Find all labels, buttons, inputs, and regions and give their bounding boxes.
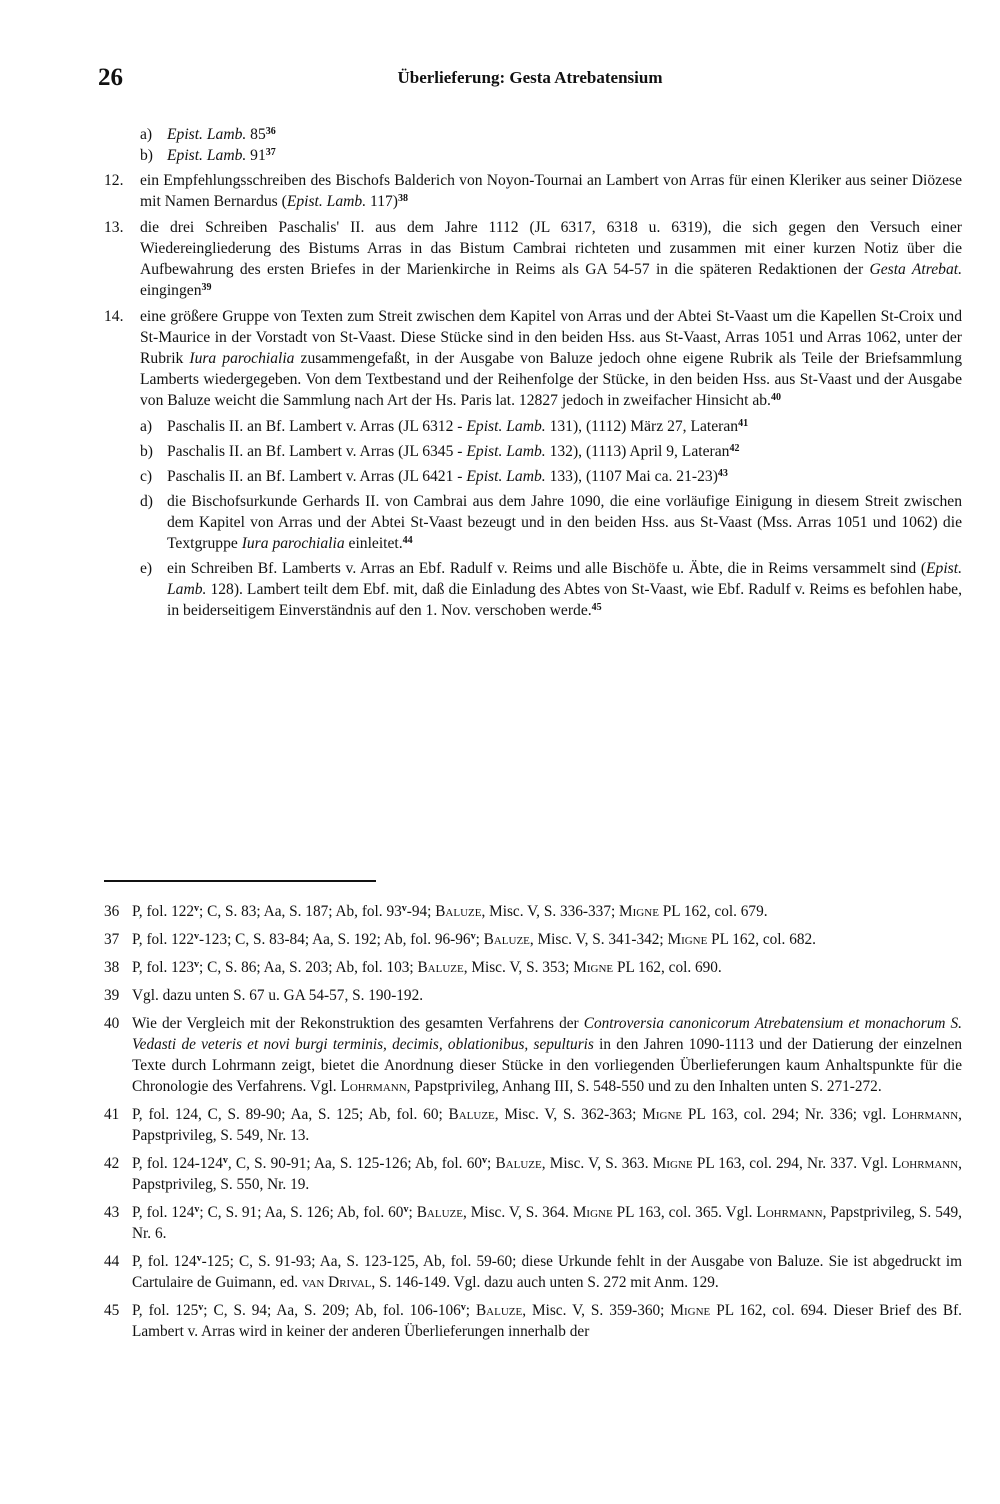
footnote-text: P, fol. 124$^v$-125; C, S. 91-93; Aa, S. 123-125, Ab, fol. 59-60; diese Urkunde fehlt in der Ausgabe von Baluze. Sie ist abgedruckt im Cartulaire de Guimann, ed. van Drival, S. 146-149. Vgl. dazu auch unten S. 272 mit Anm. 129. — [132, 1253, 962, 1291]
footnote-39 — [104, 985, 962, 1006]
main-text — [104, 124, 962, 625]
page-number: 26 — [98, 64, 123, 91]
footnote-number: 40 — [104, 1015, 120, 1032]
entry-number: a) — [140, 126, 153, 143]
entry-number: b) — [140, 443, 153, 460]
entry-text: die drei Schreiben Paschalis' II. aus dem Jahre 1112 (JL 6317, 6318 u. 6319), die sich gegen den Versuch einer Wiedereingliederung des Bistums Arras in das Bistum Cambrai richteten und zusammen mit einer kurzen Notiz über die Aufbewahrung des ersten Briefes in der Marienkirche in Reims als GA 54-57 in die späteren Redaktionen der Gesta Atrebat. eingingen$^{39}$ — [140, 219, 962, 299]
footnote-number: 39 — [104, 987, 120, 1004]
entry-number: 12. — [104, 172, 124, 189]
entry-number: e) — [140, 560, 153, 577]
list-entry — [104, 217, 962, 301]
footnote-44 — [104, 1251, 962, 1293]
list-entry — [104, 145, 962, 166]
list-entry — [104, 306, 962, 411]
entry-number: d) — [140, 493, 153, 510]
entry-text: Paschalis II. an Bf. Lambert v. Arras (JL 6312 - Epist. Lamb. 131), (1112) März 27, Lateran$^{41}$ — [167, 418, 749, 435]
entry-text: Epist. Lamb. $91^{37}$ — [167, 147, 276, 164]
footnote-text: Vgl. dazu unten S. 67 u. GA 54-57, S. 190-192. — [132, 987, 424, 1004]
footnote-36 — [104, 901, 962, 922]
footnote-number: 37 — [104, 931, 120, 948]
entry-number: 14. — [104, 308, 124, 325]
footnote-separator — [104, 880, 376, 882]
list-entry — [104, 491, 962, 554]
footnote-text: P, fol. 122$^v$; C, S. 83; Aa, S. 187; Ab, fol. 93$^v$-94; Baluze, Misc. V, S. 336-337; Migne PL 162, col. 679. — [132, 903, 768, 920]
footnote-text: P, fol. 124-124$^v$, C, S. 90-91; Aa, S. 125-126; Ab, fol. 60$^v$; Baluze, Misc. V, S. 363. Migne PL 163, col. 294, Nr. 337. Vgl. Lohrmann, Papstprivileg, S. 550, Nr. 19. — [132, 1155, 962, 1193]
list-entry — [104, 441, 962, 462]
footnote-number: 36 — [104, 903, 120, 920]
entry-text: ein Empfehlungsschreiben des Bischofs Balderich von Noyon-Tournai an Lambert von Arras für einen Kleriker aus seiner Diözese mit Namen Bernardus (Epist. Lamb. 117)$^{38}$ — [140, 172, 962, 210]
footnote-45 — [104, 1300, 962, 1342]
footnote-37 — [104, 929, 962, 950]
entry-text: eine größere Gruppe von Texten zum Streit zwischen dem Kapitel von Arras und der Abtei St-Vaast um die Kapellen St-Croix und St-Maurice in der Vorstadt von St-Vaast. Diese Stücke sind in den beiden Hss. aus St-Vaast, Arras 1051 und Arras 1062, unter der Rubrik Iura parochialia zusammengefaßt, in der Ausgabe von Baluze jedoch ohne eigene Rubrik als Teile der Briefsammlung Lamberts wiedergegeben. Von dem Textbestand und der Reihenfolge der Stücke, in den beiden Hss. aus St-Vaast und der Ausgabe von Baluze weicht die Sammlung nach Art der Hs. Paris lat. 12827 jedoch in zweifacher Hinsicht ab.$^{40}$ — [140, 308, 962, 409]
footnote-40 — [104, 1013, 962, 1097]
footnote-number: 43 — [104, 1204, 120, 1221]
footnote-number: 45 — [104, 1302, 120, 1319]
footnote-number: 38 — [104, 959, 120, 976]
entry-number: 13. — [104, 219, 124, 236]
entry-number: c) — [140, 468, 153, 485]
entry-text: die Bischofsurkunde Gerhards II. von Cambrai aus dem Jahre 1090, die eine vorläufige Einigung in diesem Streit zwischen dem Kapitel von Arras und der Abtei St-Vaast bezeugt und in den beiden Hss. aus St-Vaast (Mss. Arras 1051 und 1062) die Textgruppe Iura parochialia einleitet.$^{44}$ — [167, 493, 962, 552]
footnote-text: P, fol. 125$^v$; C, S. 94; Aa, S. 209; Ab, fol. 106-106$^v$; Baluze, Misc. V, S. 359-360; Migne PL 162, col. 694. Dieser Brief des Bf. Lambert v. Arras wird in keiner der anderen Überlieferungen innerhalb der — [132, 1302, 962, 1340]
footnote-text: P, fol. 124$^v$; C, S. 91; Aa, S. 126; Ab, fol. 60$^v$; Baluze, Misc. V, S. 364. Migne PL 163, col. 365. Vgl. Lohrmann, Papstprivileg, S. 549, Nr. 6. — [132, 1204, 962, 1242]
entry-text: Epist. Lamb. $85^{36}$ — [167, 126, 276, 143]
list-entry — [104, 170, 962, 212]
entry-text: Paschalis II. an Bf. Lambert v. Arras (JL 6421 - Epist. Lamb. 133), (1107 Mai ca. 21-23)$^{43}$ — [167, 468, 728, 485]
footnote-43 — [104, 1202, 962, 1244]
entry-text: ein Schreiben Bf. Lamberts v. Arras an Ebf. Radulf v. Reims und alle Bischöfe u. Äbte, die in Reims versammelt sind (Epist. Lamb. 128). Lambert teilt dem Ebf. mit, daß die Einladung des Abtes von St-Vaast, wie Ebf. Radulf v. Reims es befohlen habe, in beiderseitigem Einverständnis auf den 1. Nov. verschoben werde.$^{45}$ — [167, 560, 962, 619]
entry-number: b) — [140, 147, 153, 164]
footnotes — [104, 901, 962, 1349]
list-entry — [104, 558, 962, 621]
list-entry — [104, 466, 962, 487]
footnote-38 — [104, 957, 962, 978]
footnote-text: P, fol. 122$^v$-123; C, S. 83-84; Aa, S. 192; Ab, fol. 96-96$^v$; Baluze, Misc. V, S. 341-342; Migne PL 162, col. 682. — [132, 931, 816, 948]
footnote-text: Wie der Vergleich mit der Rekonstruktion des gesamten Verfahrens der Controversia canonicorum Atrebatensium et monachorum S. Vedasti de veteris et novi burgi terminis, decimis, oblationibus, sepulturis in den Jahren 1090-1113 und der Datierung der einzelnen Texte durch Lohrmann zeigt, bietet die Anordnung dieser Stücke in den vorliegenden Überlieferungen kaum Anhaltspunkte für die Chronologie des Verfahrens. Vgl. Lohrmann, Papstprivileg, Anhang III, S. 548-550 und zu den Inhalten unten S. 271-272. — [132, 1015, 963, 1095]
footnote-number: 42 — [104, 1155, 120, 1172]
entry-text: Paschalis II. an Bf. Lambert v. Arras (JL 6345 - Epist. Lamb. 132), (1113) April 9, Lateran$^{42}$ — [167, 443, 740, 460]
footnote-number: 44 — [104, 1253, 120, 1270]
list-entry — [104, 416, 962, 437]
footnote-number: 41 — [104, 1106, 120, 1123]
running-head: Überlieferung: Gesta Atrebatensium — [397, 68, 663, 87]
entry-number: a) — [140, 418, 153, 435]
footnote-text: P, fol. 124, C, S. 89-90; Aa, S. 125; Ab, fol. 60; Baluze, Misc. V, S. 362-363; Migne PL 163, col. 294; Nr. 336; vgl. Lohrmann, Papstprivileg, S. 549, Nr. 13. — [132, 1106, 962, 1144]
footnote-41 — [104, 1104, 962, 1146]
footnote-text: P, fol. 123$^v$; C, S. 86; Aa, S. 203; Ab, fol. 103; Baluze, Misc. V, S. 353; Migne PL 162, col. 690. — [132, 959, 722, 976]
list-entry — [104, 124, 962, 145]
footnote-42 — [104, 1153, 962, 1195]
